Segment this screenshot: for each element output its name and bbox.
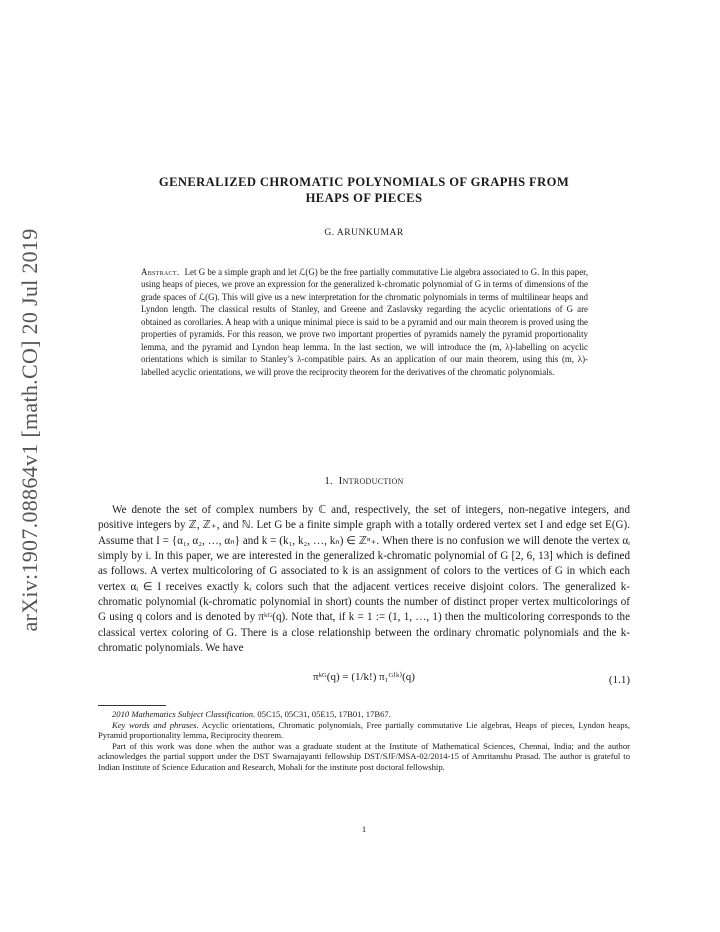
section-number: 1. xyxy=(324,475,333,487)
footnote-msc-label: 2010 Mathematics Subject Classification. xyxy=(112,709,256,719)
abstract-label: Abstract. xyxy=(141,267,180,277)
equation-number: (1.1) xyxy=(608,674,630,686)
arxiv-identifier xyxy=(12,215,48,645)
title-line-2: HEAPS OF PIECES xyxy=(305,191,423,205)
equation-block xyxy=(98,667,630,697)
abstract-text: Let G be a simple graph and let ℒ(G) be the free partially commutative Lie algebra associated to G. In this paper, using heaps of pieces, we prove an expression for the generalized k-chromatic polynomial of G in terms of dimensions of the grade spaces of ℒ(G). This will give us a new interpretation for the chromatic polynomials in terms of multilinear heaps and Lyndon length. The classical results of Stanley, and Greene and Zaslavsky regarding the acyclic orientations of G are obtained as corollaries. A heap with a unique minimal piece is said to be a pyramid and our main theorem is proved using the properties of pyramids. For this reason, we prove two important properties of pyramids namely the pyramid proportionality lemma, and the pyramid and Lyndon heap lemma. In the last section, we will introduce the (m, λ)-labelling on acyclic orientations which is similar to Stanley’s λ-compatible pairs. As an application of our main theorem, using this (m, λ)-labelled acyclic orientations, we will prove the reciprocity theorem for the derivatives of the chromatic polynomials. xyxy=(141,267,588,377)
section-title: Introduction xyxy=(338,475,404,487)
footnote-kw-text: Acyclic orientations, Chromatic polynomials, Free partially commutative Lie algebras, Heaps of pieces, Lyndon heaps, Pyramid proportionality lemma, Reciprocity theorem. xyxy=(98,719,630,741)
footnote-msc xyxy=(98,709,630,720)
footnote-rule xyxy=(98,705,166,706)
footnote-msc-text: 05C15, 05C31, 05E15, 17B01, 17B67. xyxy=(257,709,391,719)
paper-title xyxy=(100,174,628,206)
intro-paragraph: We denote the set of complex numbers by ℂ and, respectively, the set of integers, non-negative integers, and positive integers by ℤ, ℤ₊, and ℕ. Let G be a finite simple graph with a totally ordered vertex set I and edge set E(G). Assume that I = {α₁, α₂, …, αₙ} and k = (k₁, k₂, …, kₙ) ∈ ℤⁿ₊. When there is no confusion we will denote the vertex αᵢ simply by i. In this paper, we are interested in the generalized k-chromatic polynomial of G [2, 6, 13] which is defined as follows. A vertex multicoloring of G associated to k is an assignment of colors to the vertices of G in which each vertex αᵢ ∈ I receives exactly kᵢ colors such that the adjacent vertices receive disjoint colors. The generalized k-chromatic polynomial (k-chromatic polynomial in short) counts the number of distinct proper vertex multicolorings of G using q colors and is denoted by πᵏᴳ(q). Note that, if k = 1 := (1, 1, …, 1) then the multicoloring corresponds to the classical vertex coloring of G. There is a close relationship between the ordinary chromatic polynomials and the k-chromatic polynomials. We have xyxy=(98,504,630,655)
footnote-acknowledgement: Part of this work was done when the author was a graduate student at the Institute of Mathematical Sciences, Chennai, India; and the author acknowledges the partial support under the DST Swarnajayanti fellowship DST/SJF/MSA-02/2014-15 of Amritanshu Prasad. The author is grateful to Indian Institute of Science Education and Research, Mohali for the institute post doctoral fellowship. xyxy=(98,740,630,772)
footnote-keywords xyxy=(98,720,630,741)
abstract xyxy=(141,266,588,378)
author-name: G. ARUNKUMAR xyxy=(324,228,404,238)
footnotes xyxy=(98,709,630,773)
equation-formula: πᵏᴳ(q) = (1/k!) π₁ᴳ⁽ᵏ⁾(q) xyxy=(313,671,415,683)
footnote-kw-label: Key words and phrases. xyxy=(112,719,199,730)
section-heading xyxy=(100,475,628,487)
title-line-1: GENERALIZED CHROMATIC POLYNOMIALS OF GRAPHS FROM xyxy=(158,175,570,189)
page-number: 1 xyxy=(361,824,367,834)
arxiv-identifier-text: arXiv:1907.08864v1 [math.CO] 20 Jul 2019 xyxy=(17,228,42,632)
